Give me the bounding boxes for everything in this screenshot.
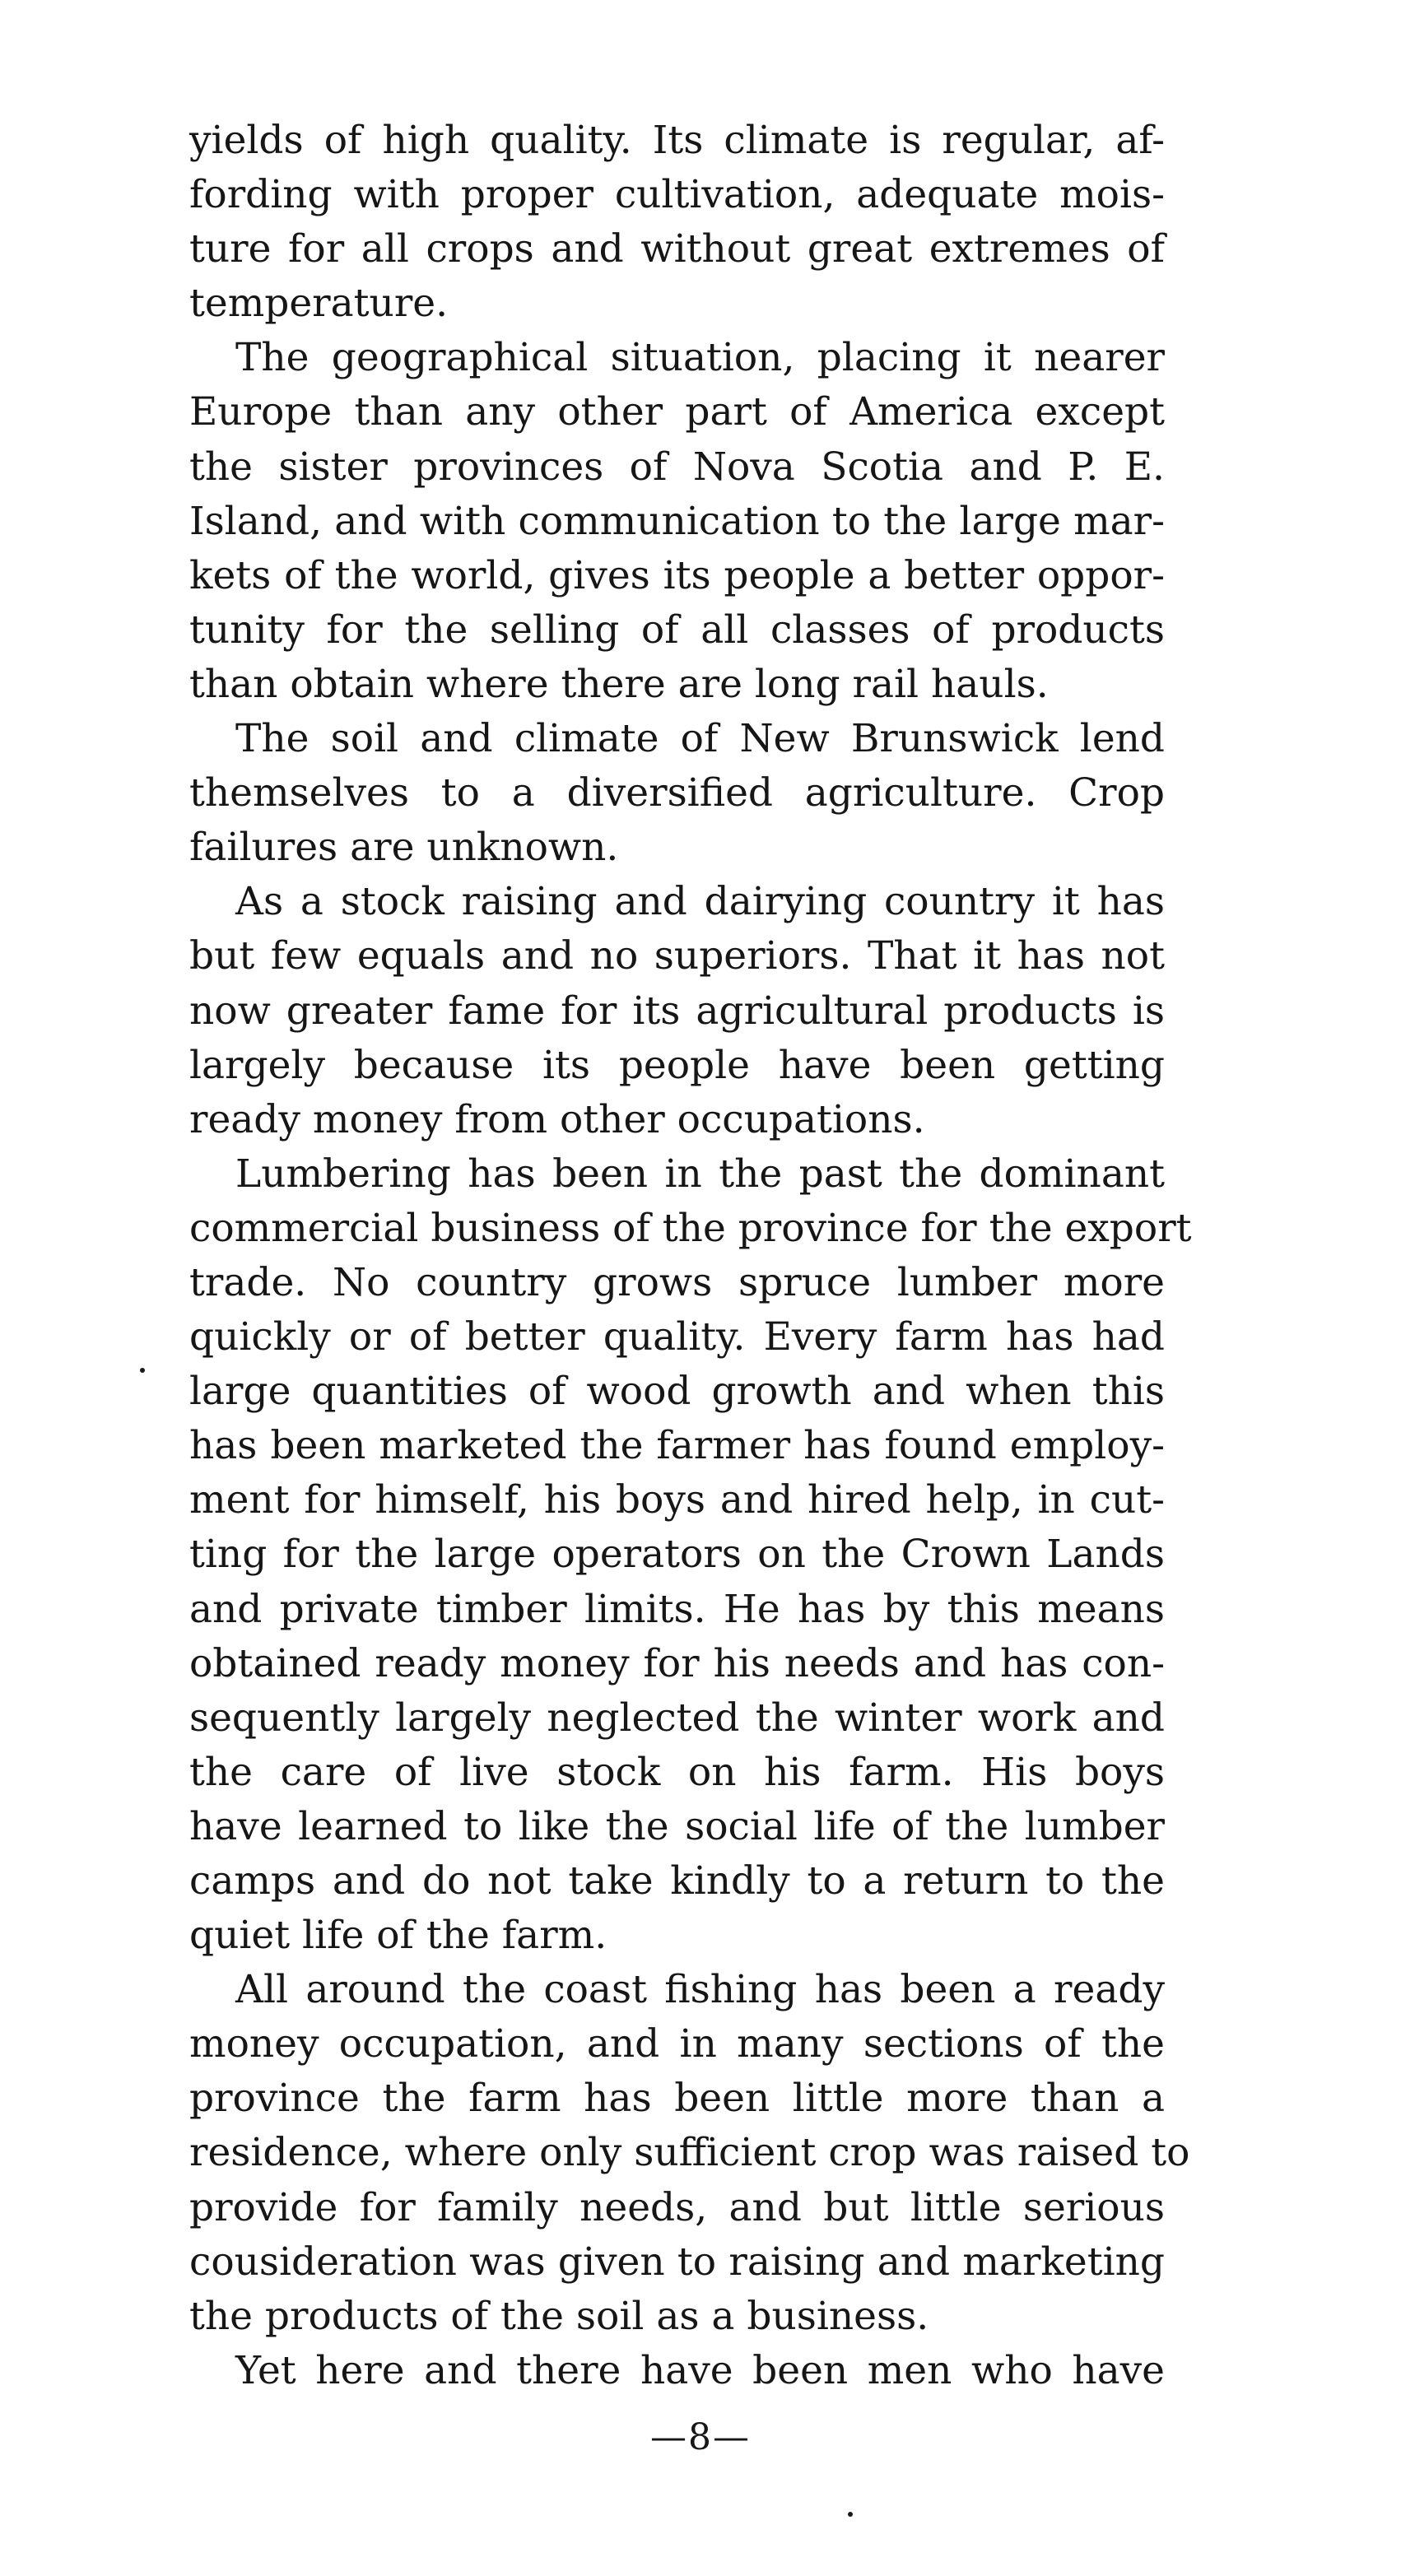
text-line: camps and do not take kindly to a return to the — [189, 1858, 1165, 1904]
scan-speck — [848, 2512, 853, 2517]
text-line: The geographical situation, placing it nearer — [235, 335, 1165, 381]
text-line: ready money from other occupations. — [189, 1096, 925, 1142]
text-line: money occupation, and in many sections of the — [189, 2021, 1165, 2067]
text-line: cousideration was given to raising and marketing — [189, 2239, 1165, 2285]
text-line: largely because its people have been getting — [189, 1042, 1165, 1088]
page-number: —8— — [650, 2416, 751, 2458]
text-line: The soil and climate of New Brunswick lend — [235, 716, 1165, 762]
text-line: Europe than any other part of America except — [189, 389, 1165, 435]
text-line: the care of live stock on his farm. His boys — [189, 1749, 1165, 1795]
text-line: ture for all crops and without great extremes of — [189, 226, 1165, 272]
text-line: themselves to a diversified agriculture. Crop — [189, 770, 1165, 816]
text-line: than obtain where there are long rail hauls. — [189, 661, 1049, 707]
text-line: has been marketed the farmer has found employ- — [189, 1423, 1165, 1469]
text-line: but few equals and no superiors. That it has not — [189, 933, 1165, 979]
paragraph-6 — [189, 1963, 1190, 2344]
text-line: Island, and with communication to the large mar- — [189, 498, 1165, 544]
text-line: All around the coast fishing has been a ready — [235, 1967, 1165, 2013]
text-line: kets of the world, gives its people a better oppor- — [189, 552, 1165, 598]
paragraph-4 — [189, 875, 1165, 1146]
text-line: temperature. — [189, 281, 449, 327]
text-line: trade. No country grows spruce lumber more — [189, 1259, 1165, 1305]
text-line: Lumbering has been in the past the dominant — [235, 1151, 1165, 1197]
text-line: now greater fame for its agricultural products is — [189, 988, 1165, 1034]
text-line: commercial business of the province for the export — [189, 1205, 1192, 1251]
text-line: have learned to like the social life of the lumber — [189, 1803, 1165, 1849]
text-line: large quantities of wood growth and when this — [189, 1369, 1165, 1415]
text-line: failures are unknown. — [189, 825, 619, 871]
text-line: yields of high quality. Its climate is regular, af- — [189, 118, 1165, 163]
text-line: fording with proper cultivation, adequate mois- — [189, 172, 1165, 218]
paragraph-5 — [189, 1147, 1192, 1963]
text-line: obtained ready money for his needs and has con- — [189, 1640, 1165, 1686]
paragraph-7 — [189, 2344, 1165, 2398]
text-line: sequently largely neglected the winter work and — [189, 1695, 1165, 1741]
text-line: ting for the large operators on the Crown Lands — [189, 1532, 1165, 1578]
text-line: residence, where only sufficient crop was raised to — [189, 2130, 1190, 2176]
text-line: and private timber limits. He has by this means — [189, 1586, 1165, 1632]
page-body — [189, 114, 1192, 2398]
text-line: As a stock raising and dairying country it has — [235, 879, 1165, 925]
text-line: Yet here and there have been men who have — [235, 2347, 1165, 2393]
scan-speck — [140, 1368, 145, 1373]
text-line: ment for himself, his boys and hired help, in cut- — [189, 1477, 1165, 1523]
text-line: the sister provinces of Nova Scotia and P. E. — [189, 444, 1165, 490]
paragraph-1 — [189, 114, 1165, 331]
text-line: quickly or of better quality. Every farm has had — [189, 1314, 1165, 1360]
text-line: tunity for the selling of all classes of products — [189, 607, 1165, 653]
text-line: quiet life of the farm. — [189, 1913, 607, 1959]
paragraph-3 — [189, 712, 1165, 875]
paragraph-2 — [189, 331, 1165, 712]
text-line: province the farm has been little more than a — [189, 2076, 1165, 2122]
text-line: provide for family needs, and but little serious — [189, 2184, 1165, 2230]
text-line: the products of the soil as a business. — [189, 2293, 929, 2339]
